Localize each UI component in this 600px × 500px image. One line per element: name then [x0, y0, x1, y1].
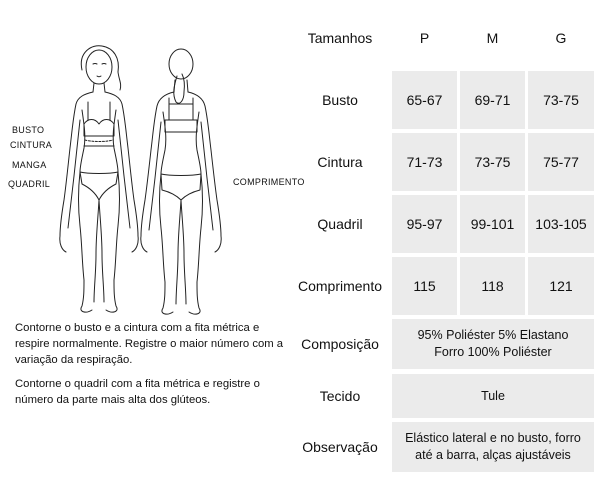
- table-cell: 95-97: [392, 195, 457, 253]
- table-cell: 73-75: [528, 71, 594, 129]
- instruction-busto-cintura: Contorne o busto e a cintura com a fita métrica e respire normalmente. Registre o maior número com a variação da respiração.: [15, 322, 284, 366]
- row-label-comprimento: Comprimento: [297, 278, 383, 294]
- header-size-m: M: [486, 30, 499, 46]
- row-label-quadril: Quadril: [317, 216, 363, 232]
- row-label-busto: Busto: [322, 92, 358, 108]
- observation-cell: [392, 422, 594, 472]
- label-busto: BUSTO: [12, 125, 45, 135]
- instruction-quadril: Contorne o quadril com a fita métrica e registre o número da parte mais alta dos glúteos.: [15, 378, 260, 407]
- row-label-cintura: Cintura: [317, 154, 363, 170]
- table-cell: 73-75: [460, 133, 525, 191]
- table-cell: 115: [392, 257, 457, 315]
- observation-line-2: até a barra, alças ajustáveis: [415, 448, 571, 462]
- row-label-tecido: Tecido: [319, 388, 361, 404]
- header-size-p: P: [419, 30, 430, 46]
- fabric-cell: Tule: [392, 374, 594, 418]
- table-cell: 65-67: [392, 71, 457, 129]
- size-table: [288, 18, 598, 478]
- header-size-g: G: [555, 30, 567, 46]
- table-cell: 75-77: [528, 133, 594, 191]
- label-manga: MANGA: [12, 160, 47, 170]
- table-cell: 121: [528, 257, 594, 315]
- front-figure: [60, 46, 138, 312]
- composition-cell: [392, 319, 594, 369]
- composition-line-1: 95% Poliéster 5% Elastano: [417, 328, 569, 343]
- table-cell: 71-73: [392, 133, 457, 191]
- label-comprimento: COMPRIMENTO: [233, 177, 305, 187]
- table-cell: 103-105: [528, 195, 594, 253]
- observation-line-1: Elástico lateral e no busto, forro: [405, 431, 581, 446]
- back-figure: [141, 49, 221, 314]
- table-cell: 69-71: [460, 71, 525, 129]
- body-figures-illustration: [40, 40, 240, 320]
- row-label-observacao: Observação: [302, 439, 378, 455]
- table-cell: 99-101: [460, 195, 525, 253]
- table-cell: 118: [460, 257, 525, 315]
- header-tamanhos: Tamanhos: [307, 30, 373, 46]
- row-label-composicao: Composição: [301, 336, 379, 352]
- composition-line-2: Forro 100% Poliéster: [434, 345, 552, 359]
- label-cintura: CINTURA: [10, 140, 53, 150]
- label-quadril: QUADRIL: [8, 179, 51, 189]
- measurement-guide: [0, 0, 305, 320]
- measurement-instructions: [15, 321, 290, 418]
